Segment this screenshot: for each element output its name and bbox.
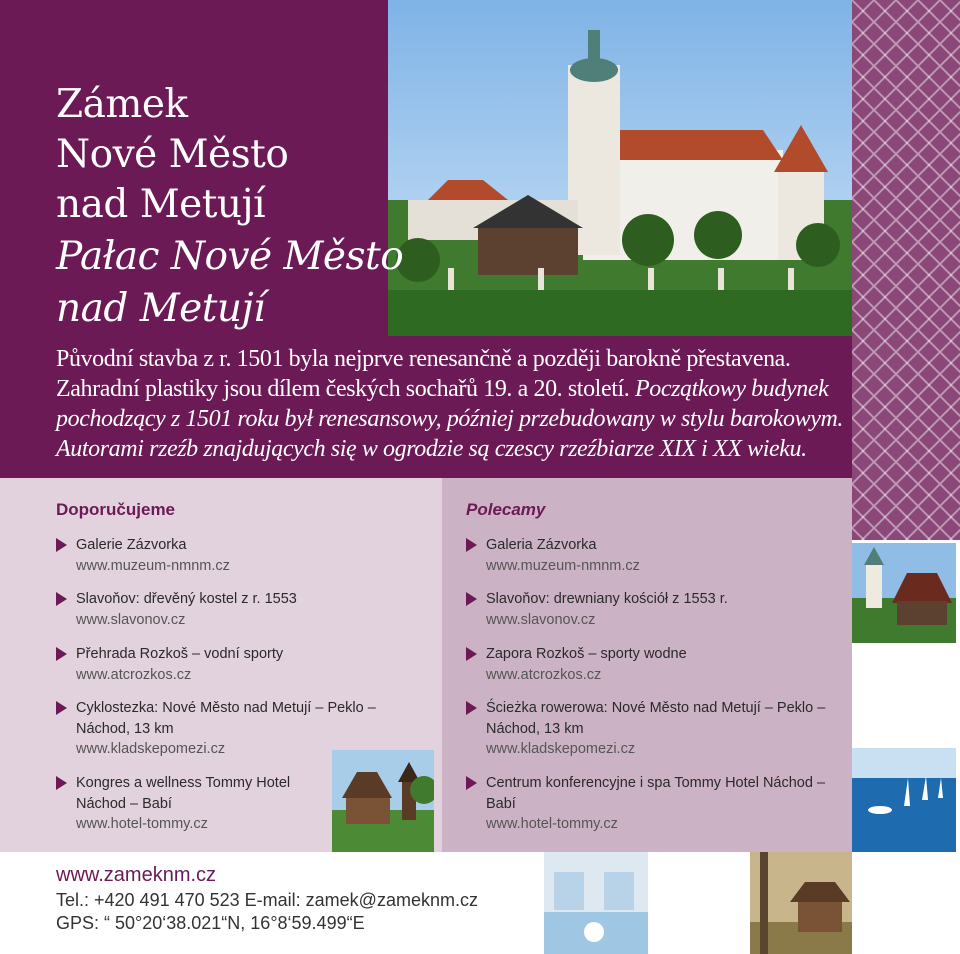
list-item bbox=[486, 589, 826, 630]
arrow-icon bbox=[466, 538, 477, 552]
list-item-link[interactable]: www.muzeum-nmnm.cz bbox=[486, 557, 640, 574]
list-item-link[interactable]: www.kladskepomezi.cz bbox=[486, 741, 636, 757]
list-item-link[interactable]: www.hotel-tommy.cz bbox=[486, 816, 618, 832]
arrow-icon bbox=[466, 776, 477, 790]
title-cz-line-2: Nové Město bbox=[56, 132, 289, 177]
list-item-label: Zapora Rozkoš – sporty wodne bbox=[486, 646, 687, 662]
contact-phone-email: Tel.: +420 491 470 523 E-mail: zamek@zameknm.cz bbox=[56, 890, 478, 910]
title-cz-line-1: Zámek bbox=[56, 82, 188, 127]
list-item bbox=[76, 773, 326, 835]
arrow-icon bbox=[466, 647, 477, 661]
decorative-pattern bbox=[852, 0, 960, 540]
chateau-photo bbox=[852, 543, 956, 643]
arrow-icon bbox=[56, 592, 67, 606]
list-item-label: Slavoňov: dřevěný kostel z r. 1553 bbox=[76, 591, 297, 607]
lake-photo bbox=[852, 748, 956, 852]
list-item bbox=[76, 644, 416, 685]
church-photo bbox=[332, 750, 434, 852]
description-line-3 bbox=[56, 404, 843, 434]
arrow-icon bbox=[466, 701, 477, 715]
arrow-icon bbox=[56, 647, 67, 661]
list-item bbox=[486, 698, 826, 760]
description-line-3-text: pochodzący z 1501 roku był renesansowy, później przebudowany w stylu barokowym. bbox=[56, 406, 843, 432]
list-item-link[interactable]: www.kladskepomezi.cz bbox=[76, 741, 226, 757]
title-cz-line-3: nad Metují bbox=[56, 182, 266, 227]
list-item-label: Centrum konferencyjne i spa Tommy Hotel Náchod – Babí bbox=[486, 775, 826, 812]
list-item-label: Přehrada Rozkoš – vodní sporty bbox=[76, 646, 284, 662]
arrow-icon bbox=[56, 701, 67, 715]
description-line-4 bbox=[56, 434, 807, 464]
arrow-icon bbox=[56, 538, 67, 552]
arrow-icon bbox=[466, 592, 477, 606]
list-item-link[interactable]: www.atcrozkos.cz bbox=[76, 666, 192, 683]
list-item-link[interactable]: www.muzeum-nmnm.cz bbox=[76, 557, 230, 574]
list-item-link[interactable]: www.slavonov.cz bbox=[486, 611, 596, 628]
list-item bbox=[486, 535, 826, 576]
description-line-4-text: Autorami rzeźb znajdujących się w ogrodzie są czescy rzeźbiarze XIX i XX wieku. bbox=[56, 436, 807, 462]
list-item bbox=[76, 535, 416, 576]
recommend-pl-heading: Polecamy bbox=[466, 500, 546, 519]
list-item-link[interactable]: www.atcrozkos.cz bbox=[486, 666, 602, 683]
pavilion-photo bbox=[750, 852, 852, 954]
list-item bbox=[486, 773, 826, 835]
description-line-2-cz: Zahradní plastiky jsou dílem českých sochařů 19. a 20. století. bbox=[56, 376, 630, 402]
wellness-photo bbox=[544, 852, 648, 954]
list-item-link[interactable]: www.hotel-tommy.cz bbox=[76, 816, 208, 832]
title-pl-line-2: nad Metují bbox=[56, 286, 266, 331]
list-item-label: Galerie Zázvorka bbox=[76, 537, 187, 553]
list-item-link[interactable]: www.slavonov.cz bbox=[76, 611, 186, 628]
list-item bbox=[76, 589, 416, 630]
title-pl-line-1: Pałac Nové Město bbox=[56, 234, 404, 279]
list-item-label: Galeria Zázvorka bbox=[486, 537, 597, 553]
list-item bbox=[486, 644, 826, 685]
list-item-label: Ścieżka rowerowa: Nové Město nad Metují – Peklo – Náchod, 13 km bbox=[486, 700, 826, 737]
list-item-label: Slavoňov: drewniany kościół z 1553 r. bbox=[486, 591, 728, 607]
gps-coordinates: GPS: “ 50°20‘38.021“N, 16°8‘59.499“E bbox=[56, 913, 365, 933]
website-link[interactable]: www.zameknm.cz bbox=[56, 864, 217, 886]
list-item-label: Kongres a wellness Tommy Hotel Náchod – Babí bbox=[76, 775, 291, 812]
castle-photo bbox=[388, 0, 852, 336]
description-line-2 bbox=[56, 374, 828, 404]
list-item-label: Cyklostezka: Nové Město nad Metují – Peklo – Náchod, 13 km bbox=[76, 700, 376, 737]
description-line-1: Původní stavba z r. 1501 byla nejprve renesančně a později barokně přestavena. bbox=[56, 346, 791, 372]
recommend-cz-heading: Doporučujeme bbox=[56, 500, 176, 519]
description-line-2-pl: Początkowy budynek bbox=[634, 376, 829, 402]
arrow-icon bbox=[56, 776, 67, 790]
